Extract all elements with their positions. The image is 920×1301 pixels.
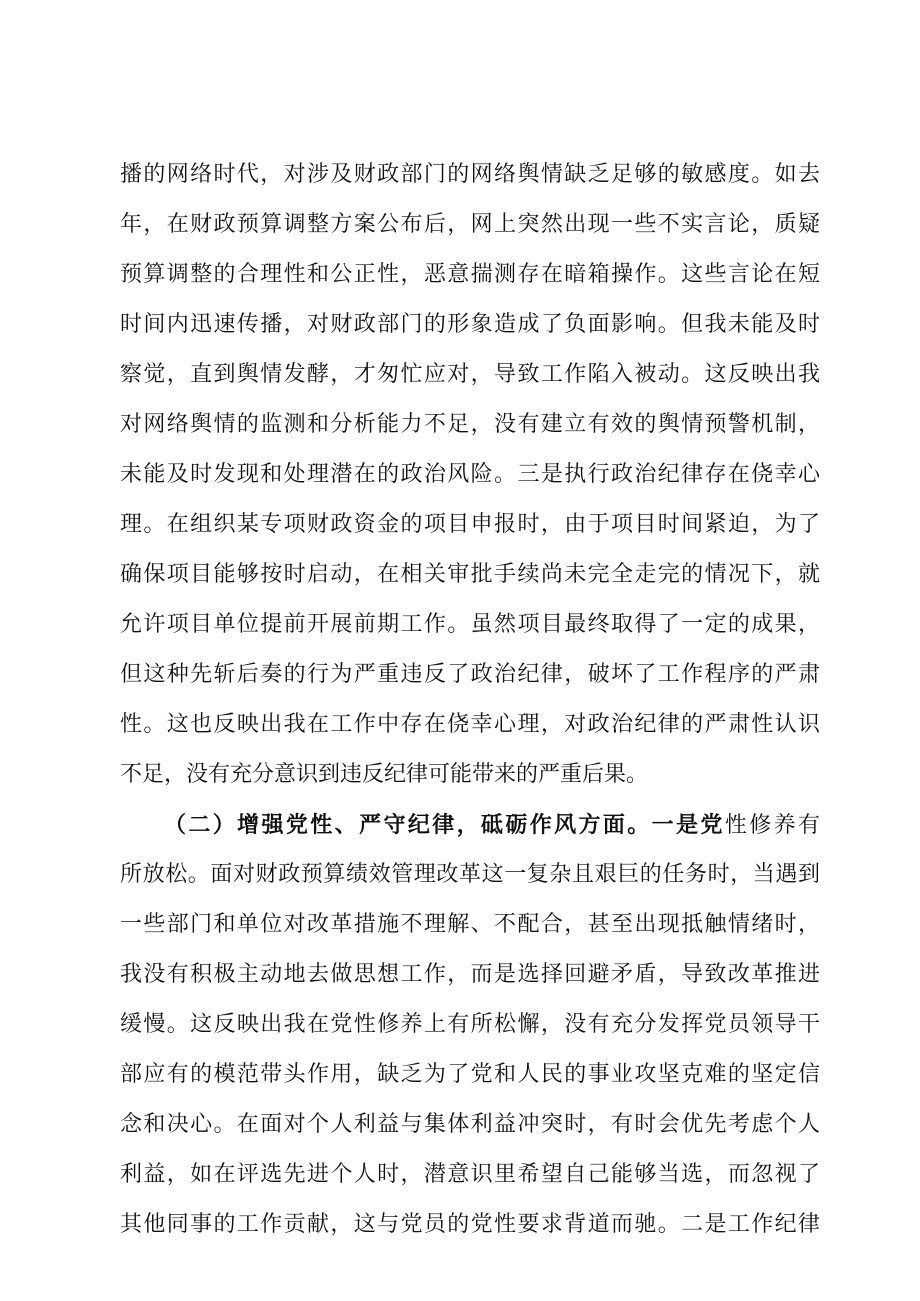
paragraph-line: 性。这也反映出我在工作中存在侥幸心理，对政治纪律的严肃性认识 bbox=[120, 712, 820, 737]
paragraph-line: 时间内迅速传播，对财政部门的形象造成了负面影响。但我未能及时 bbox=[120, 312, 820, 337]
paragraph-line: 我没有积极主动地去做思想工作，而是选择回避矛盾，导致改革推进 bbox=[120, 962, 820, 987]
paragraph-line: 察觉，直到舆情发酵，才匆忙应对，导致工作陷入被动。这反映出我 bbox=[120, 362, 820, 387]
paragraph-line: 允许项目单位提前开展前期工作。虽然项目最终取得了一定的成果， bbox=[120, 612, 820, 637]
paragraph-line: 不足，没有充分意识到违反纪律可能带来的严重后果。 bbox=[120, 762, 649, 787]
paragraph-line: 确保项目能够按时启动，在相关审批手续尚未完全走完的情况下，就 bbox=[120, 562, 820, 587]
paragraph-line: 其他同事的工作贡献，这与党员的党性要求背道而驰。二是工作纪律 bbox=[120, 1212, 820, 1237]
paragraph-line: 但这种先斩后奏的行为严重违反了政治纪律，破坏了工作程序的严肃 bbox=[120, 662, 820, 687]
paragraph-line: 部应有的模范带头作用，缺乏为了党和人民的事业攻坚克难的坚定信 bbox=[120, 1062, 820, 1087]
heading-line-rest: 性修养有 bbox=[724, 813, 820, 838]
paragraph-line: 利益，如在评选先进个人时，潜意识里希望自己能够当选，而忽视了 bbox=[120, 1162, 820, 1187]
paragraph-line: 念和决心。在面对个人利益与集体利益冲突时，有时会优先考虑个人 bbox=[120, 1112, 820, 1137]
paragraph-line: 预算调整的合理性和公正性，恶意揣测存在暗箱操作。这些言论在短 bbox=[120, 262, 820, 287]
paragraph-line: 理。在组织某专项财政资金的项目申报时，由于项目时间紧迫，为了 bbox=[120, 512, 820, 537]
paragraph-line: 对网络舆情的监测和分析能力不足，没有建立有效的舆情预警机制， bbox=[120, 412, 820, 437]
section-heading-line bbox=[164, 806, 820, 844]
section-heading: （二）增强党性、严守纪律，砥砺作风方面。一是党 bbox=[164, 812, 725, 838]
paragraph-line: 年，在财政预算调整方案公布后，网上突然出现一些不实言论，质疑 bbox=[120, 212, 820, 237]
paragraph-line: 所放松。面对财政预算绩效管理改革这一复杂且艰巨的任务时，当遇到 bbox=[120, 862, 820, 887]
paragraph-line: 缓慢。这反映出我在党性修养上有所松懈，没有充分发挥党员领导干 bbox=[120, 1012, 820, 1037]
paragraph-line: 一些部门和单位对改革措施不理解、不配合，甚至出现抵触情绪时， bbox=[120, 912, 820, 937]
paragraph-line: 未能及时发现和处理潜在的政治风险。三是执行政治纪律存在侥幸心 bbox=[120, 462, 820, 487]
paragraph-line: 播的网络时代，对涉及财政部门的网络舆情缺乏足够的敏感度。如去 bbox=[120, 162, 820, 187]
